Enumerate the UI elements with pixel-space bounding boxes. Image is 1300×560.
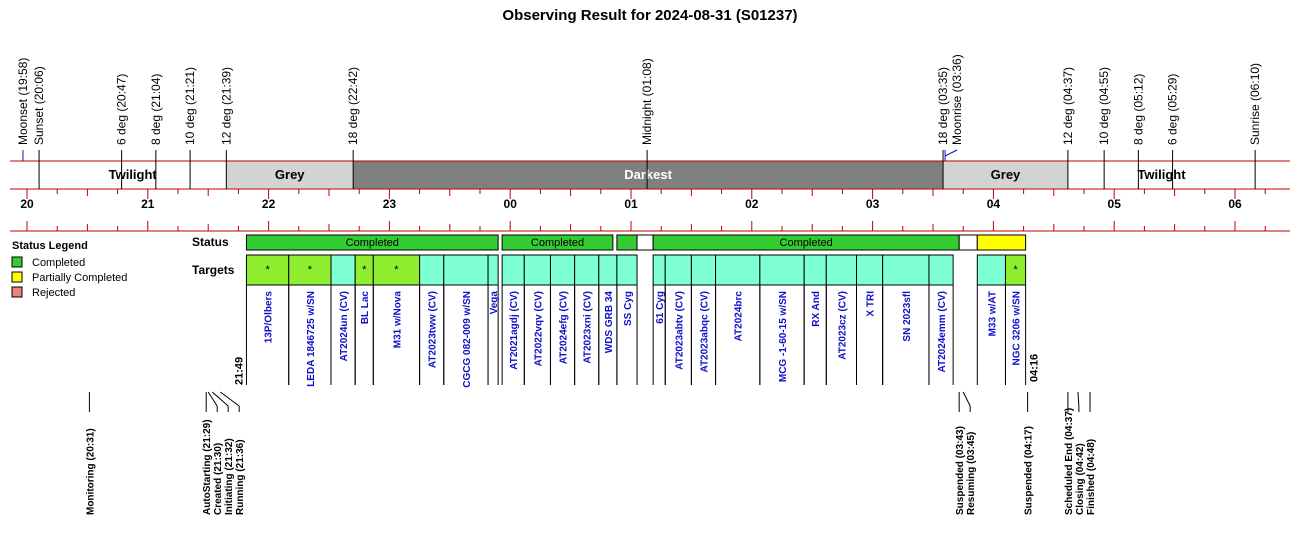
status-block-partial[interactable] (977, 235, 1025, 250)
target-block[interactable] (883, 255, 929, 285)
target-flag-mark: * (265, 264, 270, 276)
target-block[interactable] (331, 255, 355, 285)
hour-label: 22 (261, 197, 276, 211)
target-name-link[interactable]: AT2021agdj (CV) (509, 291, 521, 370)
status-row-label: Status (192, 235, 229, 249)
legend-title: Status Legend (12, 240, 88, 252)
hour-label: 06 (1228, 197, 1242, 211)
target-block[interactable] (488, 255, 498, 285)
target-block[interactable] (929, 255, 953, 285)
status-block-label: Completed (345, 237, 399, 249)
targets-row-label: Targets (192, 263, 235, 277)
hour-axis (20, 197, 1242, 211)
sky-event-label: Moonrise (03:36) (950, 54, 965, 145)
session-event-label: Monitoring (20:31) (85, 428, 97, 515)
session-event-tick (1078, 392, 1079, 406)
band-label: Twilight (1137, 167, 1186, 182)
status-block-label: Completed (779, 237, 833, 249)
band-label: Darkest (624, 167, 672, 182)
hour-label: 21 (141, 197, 155, 211)
target-block[interactable] (550, 255, 574, 285)
target-block[interactable] (716, 255, 760, 285)
band-label: Grey (990, 167, 1021, 182)
target-block[interactable] (502, 255, 524, 285)
sky-event-label: 10 deg (21:21) (183, 66, 198, 145)
session-event-label: Resuming (03:45) (966, 431, 978, 515)
session-end-time: 04:16 (1028, 353, 1041, 382)
session-event-tick (220, 392, 239, 406)
hour-label: 01 (624, 197, 638, 211)
status-legend (12, 240, 127, 299)
target-flag-mark: * (362, 264, 367, 276)
band-label: Grey (274, 167, 305, 182)
target-block[interactable] (575, 255, 599, 285)
target-block[interactable] (977, 255, 1005, 285)
status-block-label: Completed (530, 237, 585, 249)
target-block[interactable] (826, 255, 856, 285)
target-name-link[interactable]: AT2024emm (CV) (937, 291, 949, 373)
legend-swatch (12, 257, 22, 267)
target-name-link[interactable]: BL Lac (360, 291, 372, 325)
target-name-link[interactable]: X TRI (865, 291, 877, 317)
hour-label: 02 (745, 197, 759, 211)
target-block[interactable] (617, 255, 637, 285)
target-block[interactable] (420, 255, 444, 285)
session-event-tick (208, 392, 217, 406)
status-row (246, 235, 1025, 250)
target-block[interactable] (760, 255, 804, 285)
session-event-label: Suspended (03:43) (955, 426, 967, 515)
target-name-link[interactable]: RX And (811, 291, 823, 327)
session-event-label: Finished (04:48) (1086, 438, 1098, 515)
target-name-link[interactable]: AT2024un (CV) (339, 291, 351, 362)
legend-item-label: Completed (32, 257, 86, 269)
sky-event-label: 6 deg (20:47) (114, 73, 129, 145)
session-events (85, 392, 1097, 515)
target-name-link[interactable]: M33 w/AT (987, 291, 999, 337)
hour-label: 04 (986, 197, 1001, 211)
target-name-link[interactable]: Vega (489, 291, 501, 315)
target-name-link[interactable]: LEDA 1846725 w/SN (305, 291, 317, 387)
session-event-label: AutoStarting (21:29) (202, 419, 214, 515)
target-name-link[interactable]: AT2023abqc (CV) (699, 291, 711, 373)
target-block[interactable] (665, 255, 691, 285)
hour-label: 20 (20, 197, 34, 211)
legend-item-label: Rejected (32, 287, 76, 299)
sky-event-tick (945, 150, 957, 156)
target-block[interactable] (691, 255, 715, 285)
target-name-link[interactable]: SS Cyg (622, 291, 634, 327)
target-name-link[interactable]: CGCG 082-009 w/SN (461, 291, 473, 388)
sky-event-label: Moonset (19:58) (15, 57, 30, 145)
session-event-label: Closing (04:42) (1074, 443, 1086, 515)
target-name-link[interactable]: AT2024efg (CV) (558, 291, 570, 365)
session-start-time: 21:49 (233, 356, 246, 385)
chart-title: Observing Result for 2024-08-31 (S01237) (502, 7, 798, 24)
sky-event-label: 10 deg (04:55) (1097, 66, 1112, 145)
target-name-link[interactable]: 61 Cyg (655, 291, 667, 324)
target-flag-mark: * (1013, 264, 1018, 276)
target-name-link[interactable]: WDS GRB 34 (603, 291, 615, 354)
target-flag-mark: * (394, 264, 399, 276)
sky-event-label: 18 deg (22:42) (346, 66, 361, 145)
sky-event-label: 8 deg (21:04) (148, 73, 163, 145)
targets-row (233, 255, 1040, 388)
target-block[interactable] (653, 255, 665, 285)
target-name-link[interactable]: AT2024brc (733, 291, 745, 342)
sky-event-label: 18 deg (03:35) (936, 66, 951, 145)
target-name-link[interactable]: AT2023abtv (CV) (674, 291, 686, 370)
target-name-link[interactable]: AT2022vqv (CV) (533, 291, 545, 367)
legend-swatch (12, 287, 22, 297)
target-block[interactable] (804, 255, 826, 285)
status-block-empty[interactable] (637, 235, 653, 250)
sky-event-label: 6 deg (05:29) (1165, 73, 1180, 145)
session-event-label: Initiating (21:32) (224, 438, 236, 515)
sky-event-label: Sunrise (06:10) (1248, 62, 1263, 145)
band-label: Twilight (108, 167, 157, 182)
session-event-tick (212, 392, 228, 406)
target-block[interactable] (524, 255, 550, 285)
target-block[interactable] (599, 255, 617, 285)
target-name-link[interactable]: M31 w/Nova (392, 291, 404, 349)
target-name-link[interactable]: MCG -1-60-15 w/SN (778, 291, 789, 383)
session-event-label: Created (21:30) (213, 442, 225, 515)
target-flag-mark: * (307, 264, 313, 276)
session-event-label: Scheduled End (04:37) (1063, 407, 1075, 515)
session-event-tick (963, 392, 970, 406)
status-block-empty[interactable] (959, 235, 977, 250)
target-block[interactable] (856, 255, 882, 285)
sky-event-label: 12 deg (04:37) (1060, 66, 1075, 145)
hour-label: 03 (865, 197, 880, 211)
target-name-link[interactable]: 13P/Olbers (263, 291, 275, 344)
target-block[interactable] (444, 255, 488, 285)
sky-event-label: Sunset (20:06) (32, 66, 47, 145)
sky-event-label: 12 deg (21:39) (219, 66, 234, 145)
hour-label: 23 (382, 197, 397, 211)
hour-label: 05 (1107, 197, 1121, 211)
legend-swatch (12, 272, 22, 282)
legend-item-label: Partially Completed (32, 272, 128, 284)
hour-label: 00 (503, 197, 517, 211)
target-name-link[interactable]: AT2023xni (CV) (582, 291, 594, 364)
session-event-label: Suspended (04:17) (1023, 426, 1035, 515)
target-name-link[interactable]: AT2023cz (CV) (837, 291, 849, 360)
target-name-link[interactable]: SN 2023sfl (901, 291, 913, 342)
status-block-completed[interactable] (617, 235, 637, 250)
session-event-label: Running (21:36) (235, 439, 247, 515)
target-name-link[interactable]: NGC 3206 w/SN (1011, 290, 1023, 366)
target-name-link[interactable]: AT2023tww (CV) (427, 291, 439, 369)
sky-event-label: 8 deg (05:12) (1131, 73, 1146, 145)
sky-event-label: Midnight (01:08) (640, 58, 655, 145)
